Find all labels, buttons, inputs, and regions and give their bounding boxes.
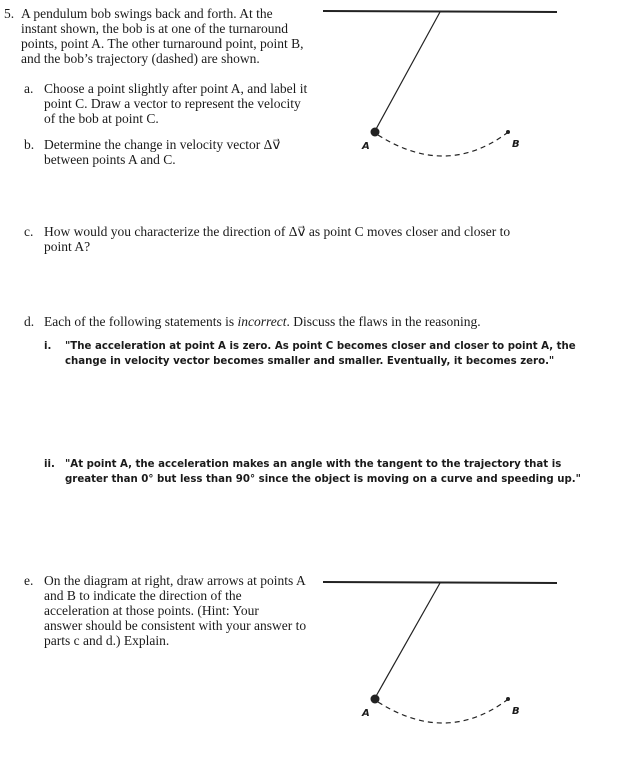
part-d-emphasis: incorrect xyxy=(237,314,287,329)
part-a-marker: a. xyxy=(24,81,34,96)
pendulum-diagram-bottom xyxy=(323,582,557,723)
ceiling-line xyxy=(323,11,557,12)
part-e-line: and B to indicate the direction of the xyxy=(44,588,242,603)
part-d-suffix: . Discuss the flaws in the reasoning. xyxy=(286,314,481,329)
intro-line: A pendulum bob swings back and forth. At the xyxy=(21,6,273,21)
part-e-marker: e. xyxy=(24,573,34,588)
statement-line: greater than 0° but less than 90° since the object is moving on a curve and speeding up." xyxy=(65,474,581,485)
trajectory-dashed xyxy=(378,133,507,156)
part-d-prefix: Each of the following statements is xyxy=(44,314,238,329)
label-point-a: A xyxy=(362,141,370,152)
pendulum-string xyxy=(375,583,440,698)
label-point-a: A xyxy=(362,708,370,719)
pendulum-bob xyxy=(371,128,380,137)
pendulum-bob xyxy=(371,695,380,704)
ceiling-line xyxy=(323,582,557,583)
point-b-marker xyxy=(506,697,510,701)
part-e-line: On the diagram at right, draw arrows at points A xyxy=(44,573,306,588)
pendulum-string xyxy=(375,12,440,131)
part-e-line: acceleration at those points. (Hint: Your xyxy=(44,603,259,618)
intro-line: points, point A. The other turnaround point, point B, xyxy=(21,36,304,51)
problem-number: 5. xyxy=(4,6,15,21)
part-a-line: point C. Draw a vector to represent the velocity xyxy=(44,96,301,111)
statement-line: change in velocity vector becomes smaller and smaller. Eventually, it becomes zero." xyxy=(65,356,555,367)
intro-line: and the bob’s trajectory (dashed) are shown. xyxy=(21,51,260,66)
part-b-line1: Determine the change in velocity vector xyxy=(44,137,264,152)
part-c-prefix: How would you characterize the direction of xyxy=(44,224,289,239)
part-b-line2: between points A and C. xyxy=(44,152,176,167)
part-c-marker: c. xyxy=(24,224,34,239)
statement-line: "The acceleration at point A is zero. As point C becomes closer and closer to point A, the xyxy=(65,341,576,352)
part-e-line: parts c and d.) Explain. xyxy=(44,633,170,648)
part-a-line: Choose a point slightly after point A, and label it xyxy=(44,81,308,96)
delta-v-symbol: Δv⃗ xyxy=(288,224,306,239)
part-d-marker: d. xyxy=(24,314,35,329)
part-c-suffix: as point C moves closer and closer to xyxy=(305,224,511,239)
statement-ii-marker: ii. xyxy=(44,459,55,470)
delta-v-symbol: Δv⃗ xyxy=(263,137,281,152)
label-point-b: B xyxy=(512,706,520,717)
label-point-b: B xyxy=(512,139,520,150)
statement-i-marker: i. xyxy=(44,341,52,352)
part-c-line2: point A? xyxy=(44,239,91,254)
part-b-marker: b. xyxy=(24,137,35,152)
part-e-line: answer should be consistent with your answer to xyxy=(44,618,307,633)
part-a-line: of the bob at point C. xyxy=(44,111,159,126)
point-b-marker xyxy=(506,130,510,134)
pendulum-diagram-top xyxy=(323,11,557,156)
intro-line: instant shown, the bob is at one of the turnaround xyxy=(21,21,288,36)
trajectory-dashed xyxy=(378,700,507,723)
statement-line: "At point A, the acceleration makes an angle with the tangent to the trajectory that is xyxy=(65,459,562,470)
